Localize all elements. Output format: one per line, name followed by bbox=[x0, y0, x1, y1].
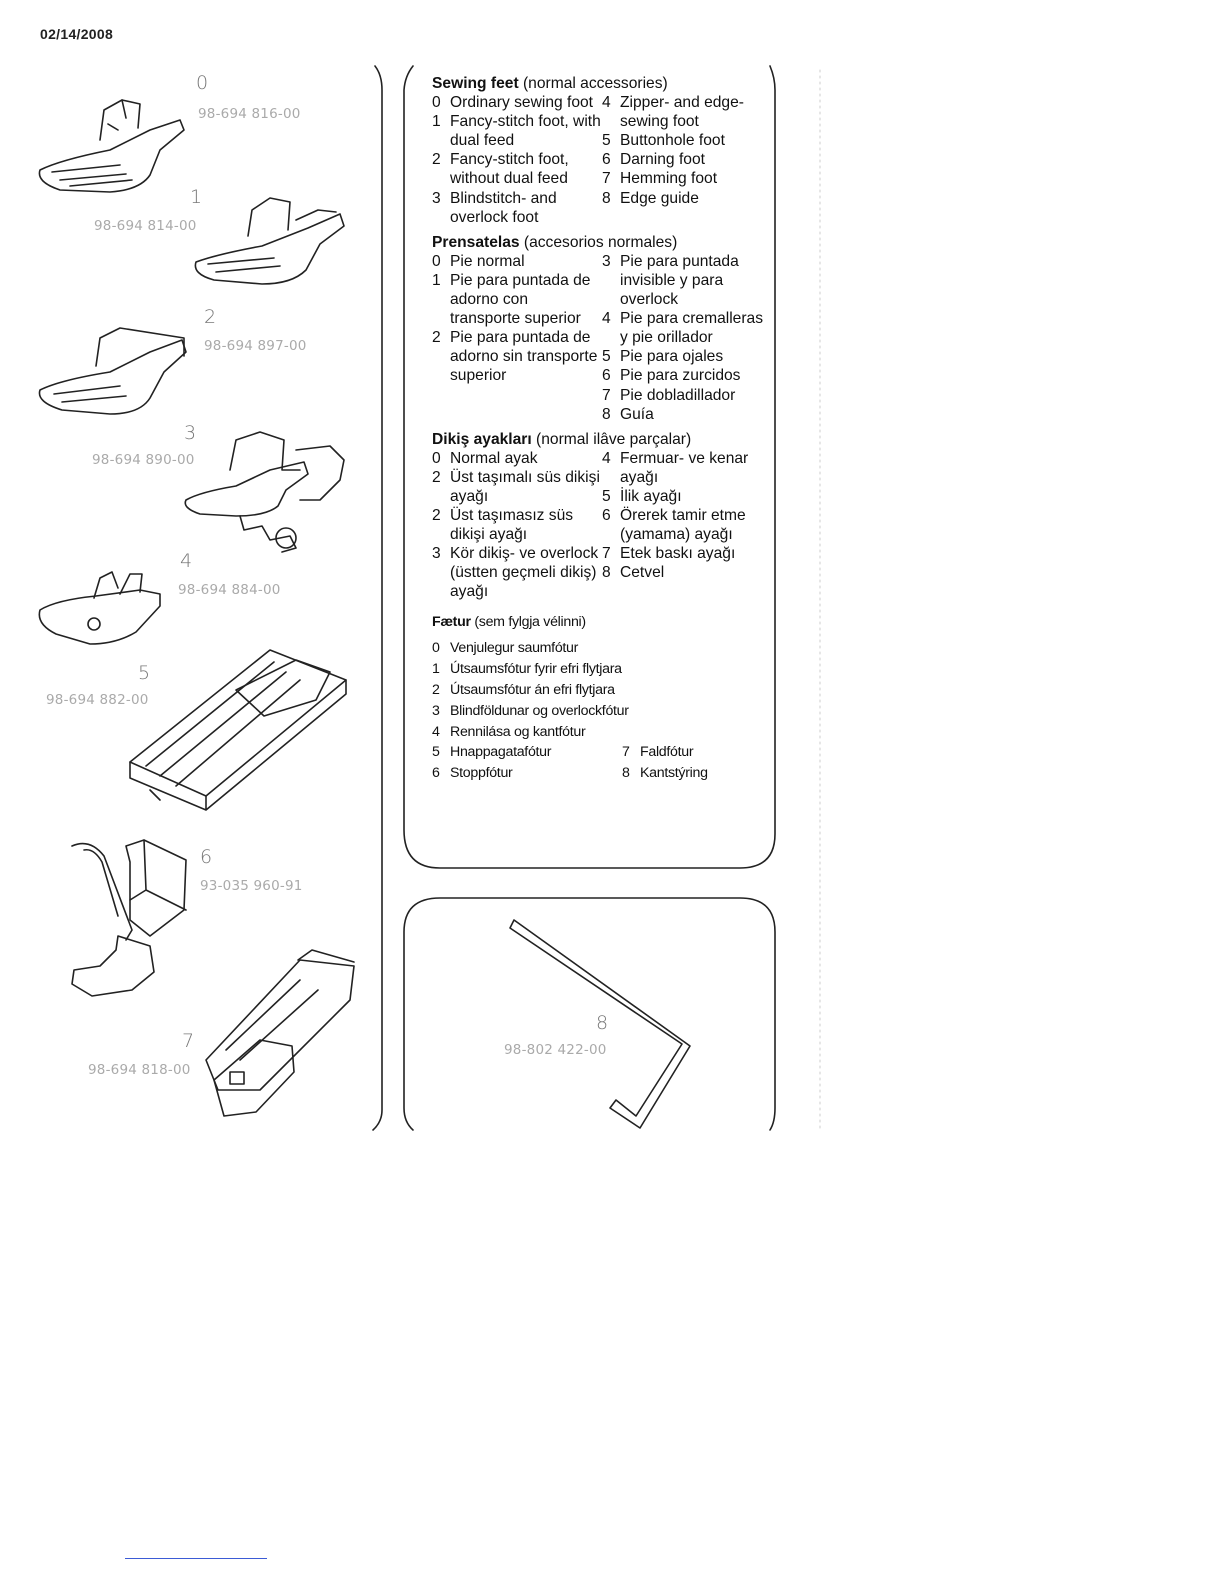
list-item: 2 Fancy-stitch foot, without dual feed bbox=[432, 151, 569, 188]
foot-6-drawing bbox=[72, 840, 186, 996]
list-item: 7 Faldfótur bbox=[622, 744, 694, 761]
page-date: 02/14/2008 bbox=[40, 26, 114, 42]
list-item: 7 Pie dobladillador bbox=[602, 386, 736, 404]
list-item: 5 İlik ayağı bbox=[602, 487, 682, 505]
list-item: 8 Kantstýring bbox=[622, 765, 708, 782]
part-1-code: 98-694 814-00 bbox=[94, 218, 197, 234]
list-item: 2 Útsaumsfótur án efri flytjara bbox=[432, 681, 615, 698]
list-item: 6 Stoppfótur bbox=[432, 765, 513, 782]
part-6-code: 93-035 960-91 bbox=[200, 878, 303, 894]
foot-1-drawing bbox=[195, 198, 344, 284]
list-item: 1 Pie para puntada de adorno con transporte superior bbox=[432, 271, 591, 328]
list-item: 4 Rennilása og kantfótur bbox=[432, 723, 586, 740]
list-item: 8 Guía bbox=[602, 405, 654, 423]
part-8-number: 8 bbox=[596, 1012, 609, 1034]
list-item: 6 Örerek tamir etme (yamama) ayağı bbox=[602, 507, 746, 544]
list-item: 3 Kör dikiş- ve overlock (üstten geçmeli dikiş) ayağı bbox=[432, 545, 599, 601]
list-item: 4 Pie para cremalleras y pie orillador bbox=[602, 310, 764, 347]
section-turkish bbox=[432, 430, 772, 602]
part-7-code: 98-694 818-00 bbox=[88, 1062, 191, 1078]
part-4-code: 98-694 884-00 bbox=[178, 582, 281, 598]
list-item: 4 Zipper- and edge-sewing foot bbox=[602, 94, 744, 131]
section-title: Dikiş ayakları bbox=[432, 430, 532, 448]
list-item: 8 Edge guide bbox=[602, 189, 699, 207]
section-spanish bbox=[432, 233, 772, 424]
part-2-code: 98-694 897-00 bbox=[204, 338, 307, 354]
list-item: 4 Fermuar- ve kenar ayağı bbox=[602, 449, 749, 486]
list-item: 2 Pie para puntada de adorno sin transporte superior bbox=[432, 329, 598, 385]
part-3-code: 98-694 890-00 bbox=[92, 452, 195, 468]
list-item: 3 Pie para puntada invisible y para overlock bbox=[602, 252, 739, 309]
section-title: Prensatelas bbox=[432, 233, 520, 251]
guide-box-border bbox=[404, 898, 775, 1130]
list-item: 1 Fancy-stitch foot, with dual feed bbox=[432, 113, 601, 150]
list-item: 8 Cetvel bbox=[602, 564, 665, 582]
list-item: 5 Pie para ojales bbox=[602, 348, 724, 366]
foot-5-drawing bbox=[130, 650, 346, 810]
footer-rule bbox=[125, 1558, 267, 1559]
foot-4-drawing bbox=[39, 572, 160, 644]
list-item: 6 Pie para zurcidos bbox=[602, 367, 741, 385]
divider-bracket bbox=[373, 66, 382, 1130]
section-title: Fætur bbox=[432, 613, 471, 630]
part-5-code: 98-694 882-00 bbox=[46, 692, 149, 708]
list-item: 3 Blindföldunar og overlockfótur bbox=[432, 702, 629, 719]
part-0-code: 98-694 816-00 bbox=[198, 106, 301, 122]
foot-0-drawing bbox=[39, 100, 184, 192]
list-item: 0 Pie normal bbox=[432, 252, 525, 270]
section-english bbox=[432, 74, 772, 227]
section-subtitle: (sem fylgja vélinni) bbox=[470, 613, 586, 630]
foot-3-drawing bbox=[185, 432, 344, 552]
list-item: 2 Üst taşımalı süs dikişi ayağı bbox=[432, 468, 600, 505]
list-item: 0 Normal ayak bbox=[432, 449, 538, 467]
part-3-number: 3 bbox=[184, 422, 197, 444]
foot-7-drawing bbox=[206, 950, 354, 1116]
section-icelandic bbox=[432, 612, 772, 784]
list-item: 5 Buttonhole foot bbox=[602, 132, 725, 150]
section-subtitle: (normal ilâve parçalar) bbox=[531, 430, 692, 448]
list-item: 0 Ordinary sewing foot bbox=[432, 94, 594, 112]
part-5-number: 5 bbox=[138, 662, 151, 684]
list-item: 3 Blindstitch- and overlock foot bbox=[432, 189, 557, 226]
list-item: 7 Hemming foot bbox=[602, 170, 718, 188]
list-item: 2 Üst taşımasız süs dikişi ayağı bbox=[432, 507, 574, 544]
list-item: 0 Venjulegur saumfótur bbox=[432, 640, 579, 657]
foot-2-drawing bbox=[39, 328, 186, 414]
part-2-number: 2 bbox=[204, 306, 217, 328]
part-8-code: 98-802 422-00 bbox=[504, 1042, 607, 1058]
part-1-number: 1 bbox=[190, 186, 203, 208]
list-item: 6 Darning foot bbox=[602, 151, 705, 169]
section-title: Sewing feet bbox=[432, 75, 519, 92]
list-item: 5 Hnappagatafótur bbox=[432, 744, 552, 761]
part-6-number: 6 bbox=[200, 846, 213, 868]
part-0-number: 0 bbox=[196, 72, 209, 94]
section-subtitle: (accesorios normales) bbox=[519, 233, 678, 251]
legend-panel bbox=[432, 74, 772, 784]
part-4-number: 4 bbox=[180, 550, 193, 572]
part-7-number: 7 bbox=[182, 1030, 195, 1052]
section-subtitle: (normal accessories) bbox=[518, 75, 668, 92]
list-item: 1 Útsaumsfótur fyrir efri flytjara bbox=[432, 661, 622, 678]
list-item: 7 Etek baskı ayağı bbox=[602, 545, 736, 563]
